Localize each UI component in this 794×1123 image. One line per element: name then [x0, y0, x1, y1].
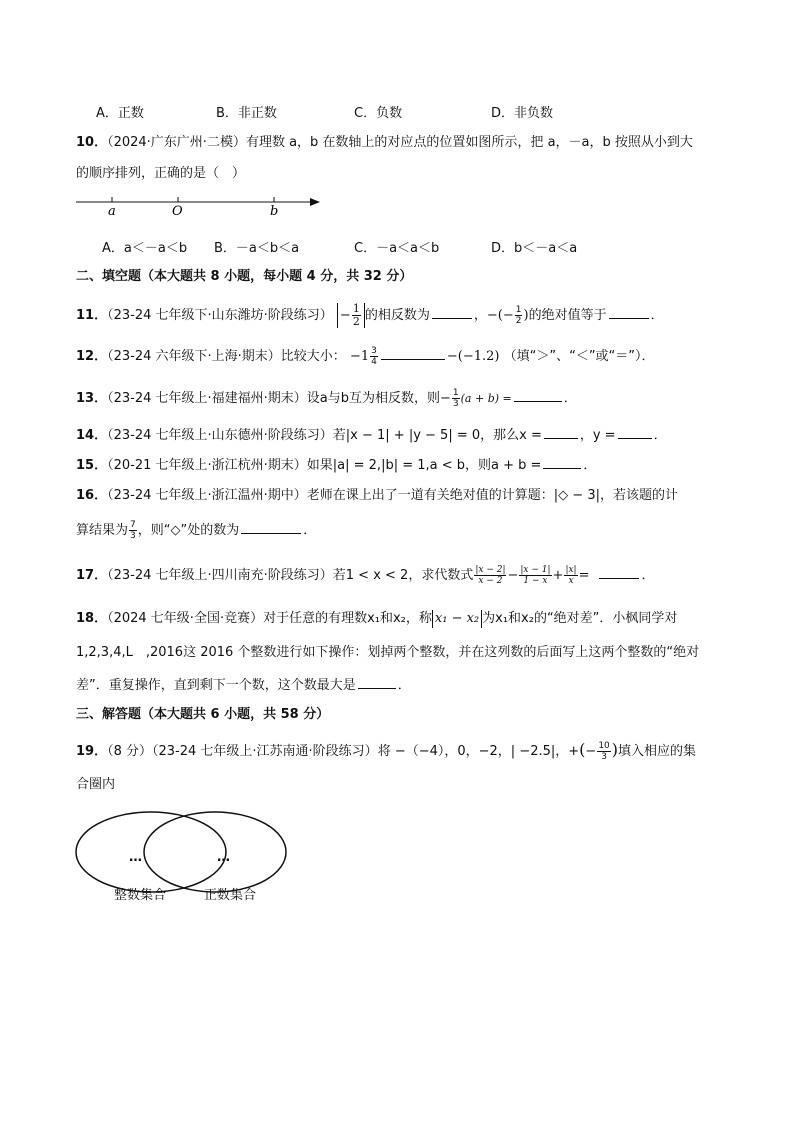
q11-source: （23-24 七年级下·山东潍坊·阶段练习）: [107, 308, 333, 323]
q17-f1-den: x − 2: [478, 576, 503, 586]
q11-text-3: 的绝对值等于: [528, 308, 607, 323]
q14-source: （23-24 七年级上·山东德州·阶段练习）: [107, 428, 333, 443]
q14-blank-1: [544, 426, 578, 439]
q16-line-1: [76, 487, 678, 505]
q17-eq: =: [578, 568, 590, 583]
q12-blank: [381, 347, 445, 360]
q19-line-2: 合圈内: [76, 777, 116, 792]
q19-score: （8 分）: [107, 744, 152, 759]
q15-text-1: 如果|a| = 2,|b| = 1,a < b，则a + b =: [306, 458, 542, 473]
q17-end: ．: [641, 568, 655, 583]
q11-text-1: 的相反数为: [364, 308, 430, 323]
q17-line: [76, 565, 655, 586]
q17-source: （23-24 七年级上·四川南充·阶段练习）: [107, 568, 333, 583]
q10-source: （2024·广东广州·二模）: [107, 135, 246, 150]
q16-text-1: 老师在课上出了一道有关绝对值的计算题：|◇ − 3|，若该题的计: [306, 488, 678, 503]
q13-end: ．: [563, 391, 577, 406]
q10-option-c: C．－a＜a＜b: [354, 241, 440, 256]
q15-source: （20-21 七年级上·浙江杭州·期末）: [107, 458, 307, 473]
q19-frac-num: 10: [598, 741, 610, 751]
q12-minus: −: [349, 349, 361, 364]
q12-source: （23-24 六年级下·上海·期末）: [107, 349, 281, 364]
q12-text-1: 比较大小：: [280, 349, 346, 364]
q11-line: [76, 303, 664, 328]
q13-source: （23-24 七年级上·福建福州·期末）: [107, 391, 307, 406]
q12-whole: 1: [360, 349, 370, 364]
q18-line-2: 1,2,3,4,L ,2016这 2016 个整数进行如下操作：划掉两个整数，并在这列数的后面写上这两个整数的“绝对: [76, 645, 700, 660]
q14-number: 14．: [76, 428, 108, 443]
q11-frac-den: 2: [352, 315, 360, 328]
q12-frac: [370, 346, 378, 367]
q17-blank: [599, 566, 639, 579]
q17-f2-den: 1 − x: [523, 576, 548, 586]
q10-number: 10．: [76, 135, 108, 150]
q16-line-2: [76, 520, 316, 541]
q14-text-2: ，y =: [579, 428, 616, 443]
q11-comma: ，: [473, 308, 487, 323]
q19-source: （23-24 七年级上·江苏南通·阶段练习）: [152, 744, 378, 759]
q19-minus: −: [585, 744, 597, 759]
q19-frac: [597, 741, 610, 762]
q11-abs-expr: [337, 303, 365, 328]
q19-text-1: 将 −（−4），0，−2，| −2.5|，+: [377, 744, 580, 759]
section-3-heading: 三、解答题（本大题共 6 小题，共 58 分）: [76, 707, 330, 722]
q11-frac-num: 1: [352, 302, 360, 315]
q18-abs-expr: x₁ − x₂: [432, 610, 482, 628]
q16-source: （23-24 七年级上·浙江温州·期中）: [107, 488, 307, 503]
q18-text-3: 差”．重复操作，直到剩下一个数，这个数最大是: [76, 678, 356, 693]
q11-blank-1: [432, 306, 472, 319]
q17-text-1: 若1 < x < 2，求代数式: [332, 568, 474, 583]
venn-dots-left: …: [129, 850, 142, 865]
q11-frac: [352, 303, 361, 328]
q16-text-3: ，则“◇”处的数为: [137, 523, 240, 538]
axis-label-o: O: [172, 204, 183, 219]
q15-line: [76, 456, 596, 475]
q15-number: 15．: [76, 458, 108, 473]
q17-f2-num: |x − 1|: [520, 565, 551, 575]
venn-dots-right: …: [217, 850, 230, 865]
q19-rpar: ): [611, 740, 619, 759]
venn-label-integers: 整数集合: [114, 888, 167, 903]
q10-option-a: A．a＜－a＜b: [102, 241, 188, 256]
q13-frac: [452, 388, 460, 409]
q11-rpar: ): [523, 308, 529, 323]
q12-value: −(−1.2): [446, 349, 500, 364]
q16-blank: [241, 521, 301, 534]
q13-line: [76, 388, 577, 409]
q13-text-1: 设a与b互为相反数，则: [306, 391, 440, 406]
axis-label-b: b: [270, 204, 279, 219]
q16-number: 16．: [76, 488, 108, 503]
q15-end: ．: [583, 458, 597, 473]
q13-expr: (a + b) =: [460, 392, 512, 405]
q18-line-3: [76, 676, 411, 695]
q11-minus-3: −: [502, 308, 514, 323]
q19-text-2: 填入相应的集: [618, 744, 697, 759]
q18-text-2: 为x₁和x₂的“绝对差”．小枫同学对: [482, 611, 678, 626]
q17-f3-num: |x|: [565, 565, 577, 575]
q18-number: 18．: [76, 611, 108, 626]
q11-frac2-num: 1: [515, 305, 522, 315]
q19-number: 19．: [76, 744, 108, 759]
q11-number: 11．: [76, 308, 108, 323]
q11-lpar: (: [497, 308, 503, 323]
q18-end: ．: [397, 678, 411, 693]
q17-f1-num: |x − 2|: [475, 565, 506, 575]
q11-frac-2: [515, 305, 523, 326]
q18-line-1: [76, 610, 677, 628]
q12-number: 12．: [76, 349, 108, 364]
q10-option-d: D．b＜－a＜a: [491, 241, 578, 256]
q18-blank: [358, 676, 396, 689]
q17-number: 17．: [76, 568, 108, 583]
q11-blank-2: [609, 306, 649, 319]
venn-circle-integers: [76, 812, 226, 892]
section-2-heading: 二、填空题（本大题共 8 小题，每小题 4 分，共 32 分）: [76, 269, 413, 284]
q14-line: [76, 426, 667, 445]
q10-line-1: [76, 134, 693, 152]
q19-line-1: [76, 741, 696, 762]
q10-text-1: 有理数 a，b 在数轴上的对应点的位置如图所示，把 a，－a，b 按照从小到大: [245, 135, 693, 150]
q9-option-a: A．正数: [96, 106, 144, 121]
q11-minus: −: [339, 308, 351, 323]
venn-label-positives: 正数集合: [204, 888, 257, 903]
q12-frac-den: 4: [371, 357, 377, 367]
q11-end: ．: [650, 308, 664, 323]
q11-minus-2: −: [486, 308, 498, 323]
q17-minus: −: [507, 568, 519, 583]
q14-end: ．: [653, 428, 667, 443]
venn-circle-positives: [144, 812, 286, 892]
q17-frac-2: [519, 565, 551, 586]
q9-option-c: C．负数: [354, 106, 403, 121]
q12-frac-num: 3: [371, 346, 377, 356]
q18-text-1: 对于任意的有理数x₁和x₂，称: [263, 611, 432, 626]
q10-text-2: 的顺序排列，正确的是（ ）: [76, 166, 246, 181]
q16-frac-den: 3: [130, 531, 136, 541]
q19-lpar: (: [579, 740, 586, 759]
q12-text-2: （填“＞”、“＜”或“＝”）．: [503, 349, 655, 364]
q17-frac-3: [564, 565, 577, 586]
q9-option-d: D．非负数: [491, 106, 554, 121]
q13-frac-num: 1: [452, 388, 459, 398]
axis-label-a: a: [108, 204, 116, 219]
q18-source: （2024 七年级·全国·竞赛）: [107, 611, 264, 626]
q14-text-1: 若|x − 1| + |y − 5| = 0，那么x =: [332, 428, 542, 443]
q13-blank: [514, 389, 562, 402]
q10-option-b: B．－a＜b＜a: [214, 241, 300, 256]
q17-frac-1: [474, 565, 506, 586]
q11-frac2-den: 2: [515, 316, 522, 326]
q13-minus: −: [440, 391, 451, 406]
q16-frac-num: 7: [130, 520, 136, 530]
q13-frac-den: 3: [452, 399, 459, 409]
q15-blank: [543, 456, 581, 469]
q17-plus: +: [552, 568, 564, 583]
q16-end: ．: [303, 523, 317, 538]
q19-frac-den: 3: [601, 752, 607, 762]
q16-frac: [129, 520, 137, 541]
q17-f3-den: x: [568, 576, 574, 586]
q13-number: 13．: [76, 391, 108, 406]
q10-number-line: [74, 190, 324, 222]
q14-blank-2: [618, 426, 652, 439]
q16-text-2: 算结果为: [76, 523, 129, 538]
q12-line: [76, 346, 655, 367]
q9-option-b: B．非正数: [216, 106, 277, 121]
